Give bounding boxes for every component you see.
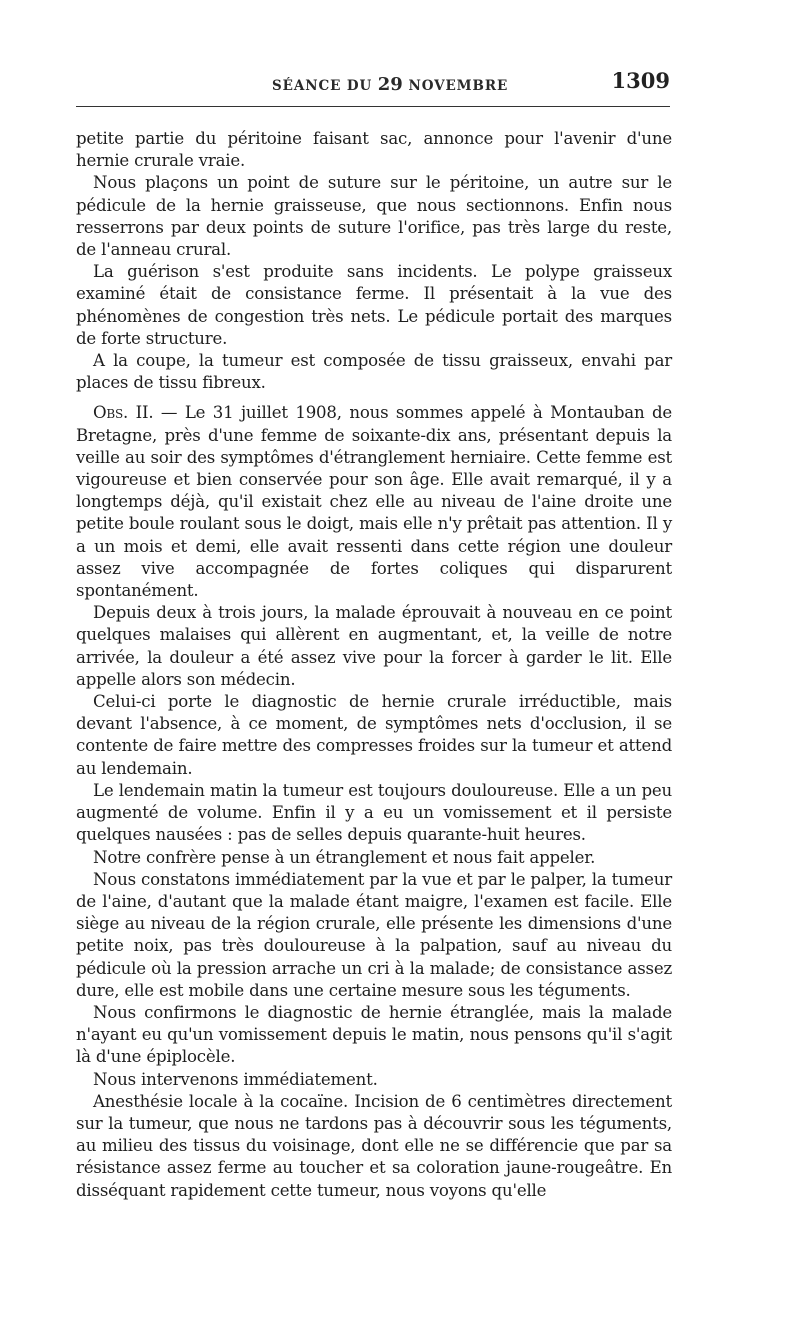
paragraph: A la coupe, la tumeur est composée de tissu graisseux, envahi par places de tissu fibreux.	[76, 351, 672, 393]
page-header	[76, 68, 670, 98]
running-title	[272, 74, 508, 95]
running-title-prefix: SÉANCE DU	[272, 78, 373, 94]
paragraph: Nous confirmons le diagnostic de hernie étranglée, mais la malade n'ayant eu qu'un vomissement depuis le matin, nous pensons qu'il s'agit là d'une épiplocèle.	[76, 1002, 672, 1067]
running-title-month: NOVEMBRE	[408, 78, 509, 94]
paragraph: Nous constatons immédiatement par la vue et par le palper, la tumeur de l'aine, d'autant que la malade étant maigre, l'examen est facile. Elle siège au niveau de la région crurale, elle présente les dimensions d'une petite noix, pas très douloureuse à la palpation, sauf au niveau du pédicule où la pression arrache un cri à la malade; de consistance assez dure, elle est mobile dans une certaine mesure sous les téguments.	[76, 869, 672, 1000]
running-title-day: 29	[377, 74, 403, 95]
paragraph: Le lendemain matin la tumeur est toujours douloureuse. Elle a un peu augmenté de volume. Enfin il y a eu un vomissement et il persiste quelques nausées : pas de selles depuis quarante-huit heures.	[76, 780, 672, 845]
header-rule	[76, 106, 670, 107]
observation-label: Obs. II.	[93, 403, 154, 423]
paragraph: Nous plaçons un point de suture sur le péritoine, un autre sur le pédicule de la hernie graisseuse, que nous sectionnons. Enfin nous resserrons par deux points de suture l'orifice, pas très large du reste, de l'anneau crural.	[76, 173, 672, 260]
observation-paragraph	[76, 402, 672, 602]
paragraph: La guérison s'est produite sans incidents. Le polype graisseux examiné était de consistance ferme. Il présentait à la vue des phénomènes de congestion très nets. Le pédicule portait des marques de forte structure.	[76, 262, 672, 348]
observation-text: — Le 31 juillet 1908, nous sommes appelé à Montauban de Bretagne, près d'une femme de soixante-dix ans, présentant depuis la veille au soir des symptômes d'étranglement herniaire. Cette femme est vigoureuse et bien conservée pour son âge. Elle avait remarqué, il y a longtemps déjà, qu'il existait chez elle au niveau de l'aine droite une petite boule roulant sous le doigt, mais elle n'y prêtait pas attention. Il y a un mois et demi, elle avait ressenti dans cette région une douleur assez vive accompagnée de fortes coliques qui disparurent spontanément.	[76, 403, 672, 601]
paragraph: Nous intervenons immédiatement.	[93, 1069, 378, 1089]
body-text	[76, 128, 672, 1202]
paragraph: Celui-ci porte le diagnostic de hernie crurale irréductible, mais devant l'absence, à ce moment, de symptômes nets d'occlusion, il se contente de faire mettre des compresses froides sur la tumeur et attend au lendemain.	[76, 692, 672, 778]
page-number: 1309	[611, 68, 670, 93]
paragraph: Depuis deux à trois jours, la malade éprouvait à nouveau en ce point quelques malaises qui allèrent en augmentant, et, la veille de notre arrivée, la douleur a été assez vive pour la forcer à garder le lit. Elle appelle alors son médecin.	[76, 603, 672, 689]
paragraph: Anesthésie locale à la cocaïne. Incision de 6 centimètres directement sur la tumeur, que nous ne tardons pas à découvrir sous les téguments, au milieu des tissus du voisinage, dont elle ne se différencie que par sa résistance assez ferme au toucher et sa coloration jaune-rougeâtre. En disséquant rapidement cette tumeur, nous voyons qu'elle	[76, 1091, 672, 1200]
paragraph: Notre confrère pense à un étranglement et nous fait appeler.	[93, 847, 596, 867]
paragraph: petite partie du péritoine faisant sac, annonce pour l'avenir d'une hernie crurale vraie.	[76, 129, 672, 171]
